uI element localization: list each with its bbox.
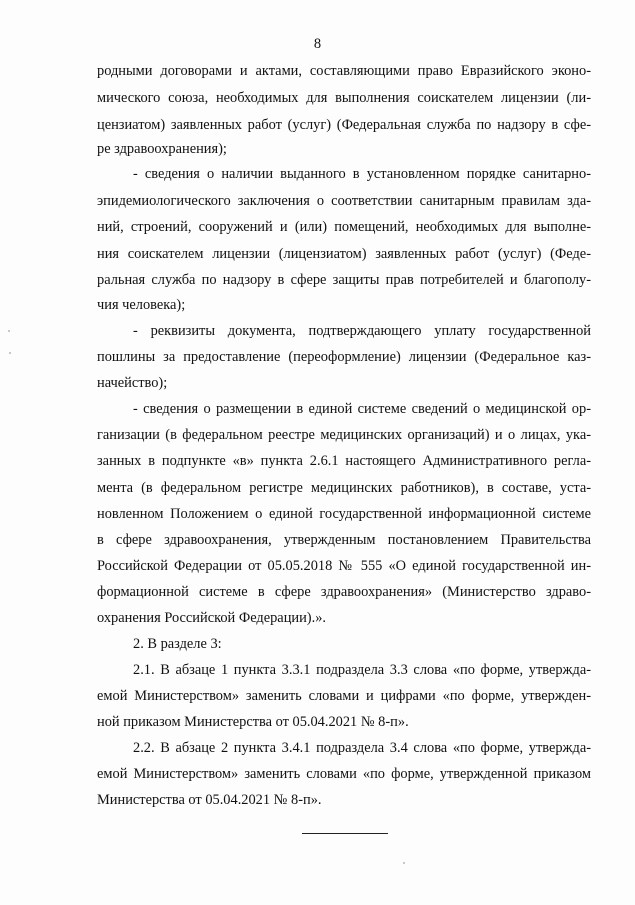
scan-speck bbox=[403, 862, 405, 864]
text-line-20: Российской Федерации от 05.05.2018 № 555 «О единой государственной ин- bbox=[97, 558, 591, 574]
text-line-6: эпидемиологического заключения о соответствии санитарным правилам зда- bbox=[97, 193, 591, 209]
text-line-14: - сведения о размещении в единой системе сведений о медицинской ор- bbox=[133, 401, 591, 417]
text-line-4: ре здравоохранения); bbox=[97, 141, 227, 157]
scan-speck bbox=[8, 330, 10, 332]
text-line-15: ганизации (в федеральном реестре медицинских организаций) и о лицах, ука- bbox=[97, 427, 591, 443]
text-line-3: цензиатом) заявленных работ (услуг) (Федеральная служба по надзору в сфе- bbox=[97, 117, 591, 133]
text-line-29: Министерства от 05.04.2021 № 8-п». bbox=[97, 792, 322, 808]
text-line-11: - реквизиты документа, подтверждающего уплату государственной bbox=[133, 323, 591, 339]
text-line-8: ния соискателем лицензии (лицензиатом) заявленных работ (услуг) (Феде- bbox=[97, 246, 591, 262]
text-line-7: ний, строений, сооружений и (или) помещений, необходимых для выполне- bbox=[97, 219, 591, 235]
text-line-12: пошлины за предоставление (переоформление) лицензии (Федеральное каз- bbox=[97, 349, 591, 365]
text-line-17: мента (в федеральном регистре медицинских работников), в составе, уста- bbox=[97, 480, 591, 496]
text-line-2: мического союза, необходимых для выполнения соискателем лицензии (ли- bbox=[97, 90, 591, 106]
text-line-27: 2.2. В абзаце 2 пункта 3.4.1 подраздела 3.4 слова «по форме, утвержда- bbox=[133, 740, 591, 756]
page-number: 8 bbox=[313, 36, 322, 52]
end-rule bbox=[302, 833, 388, 834]
text-line-26: ной приказом Министерства от 05.04.2021 № 8-п». bbox=[97, 714, 409, 730]
text-line-16: занных в подпункте «в» пункта 2.6.1 настоящего Административного регла- bbox=[97, 453, 591, 469]
text-line-10: чия человека); bbox=[97, 297, 186, 313]
text-line-21: формационной системе в сфере здравоохранения» (Министерство здраво- bbox=[97, 584, 591, 600]
text-line-9: ральная служба по надзору в сфере защиты прав потребителей и благополу- bbox=[97, 272, 591, 288]
scan-speck bbox=[9, 352, 11, 354]
text-line-28: емой Министерством» заменить словами «по форме, утвержденной приказом bbox=[97, 766, 591, 782]
text-line-13: начейство); bbox=[97, 375, 168, 391]
text-line-18: новленном Положением о единой государственной информационной системе bbox=[97, 506, 591, 522]
text-line-5: - сведения о наличии выданного в установленном порядке санитарно- bbox=[133, 166, 591, 182]
text-line-1: родными договорами и актами, составляющими право Евразийского эконо- bbox=[97, 63, 591, 79]
text-line-23: 2. В разделе 3: bbox=[133, 636, 222, 652]
text-line-25: емой Министерством» заменить словами и цифрами «по форме, утвержден- bbox=[97, 688, 591, 704]
text-line-24: 2.1. В абзаце 1 пункта 3.3.1 подраздела 3.3 слова «по форме, утвержда- bbox=[133, 662, 591, 678]
text-line-19: в сфере здравоохранения, утвержденным постановлением Правительства bbox=[97, 532, 591, 548]
text-line-22: охранения Российской Федерации).». bbox=[97, 610, 326, 626]
